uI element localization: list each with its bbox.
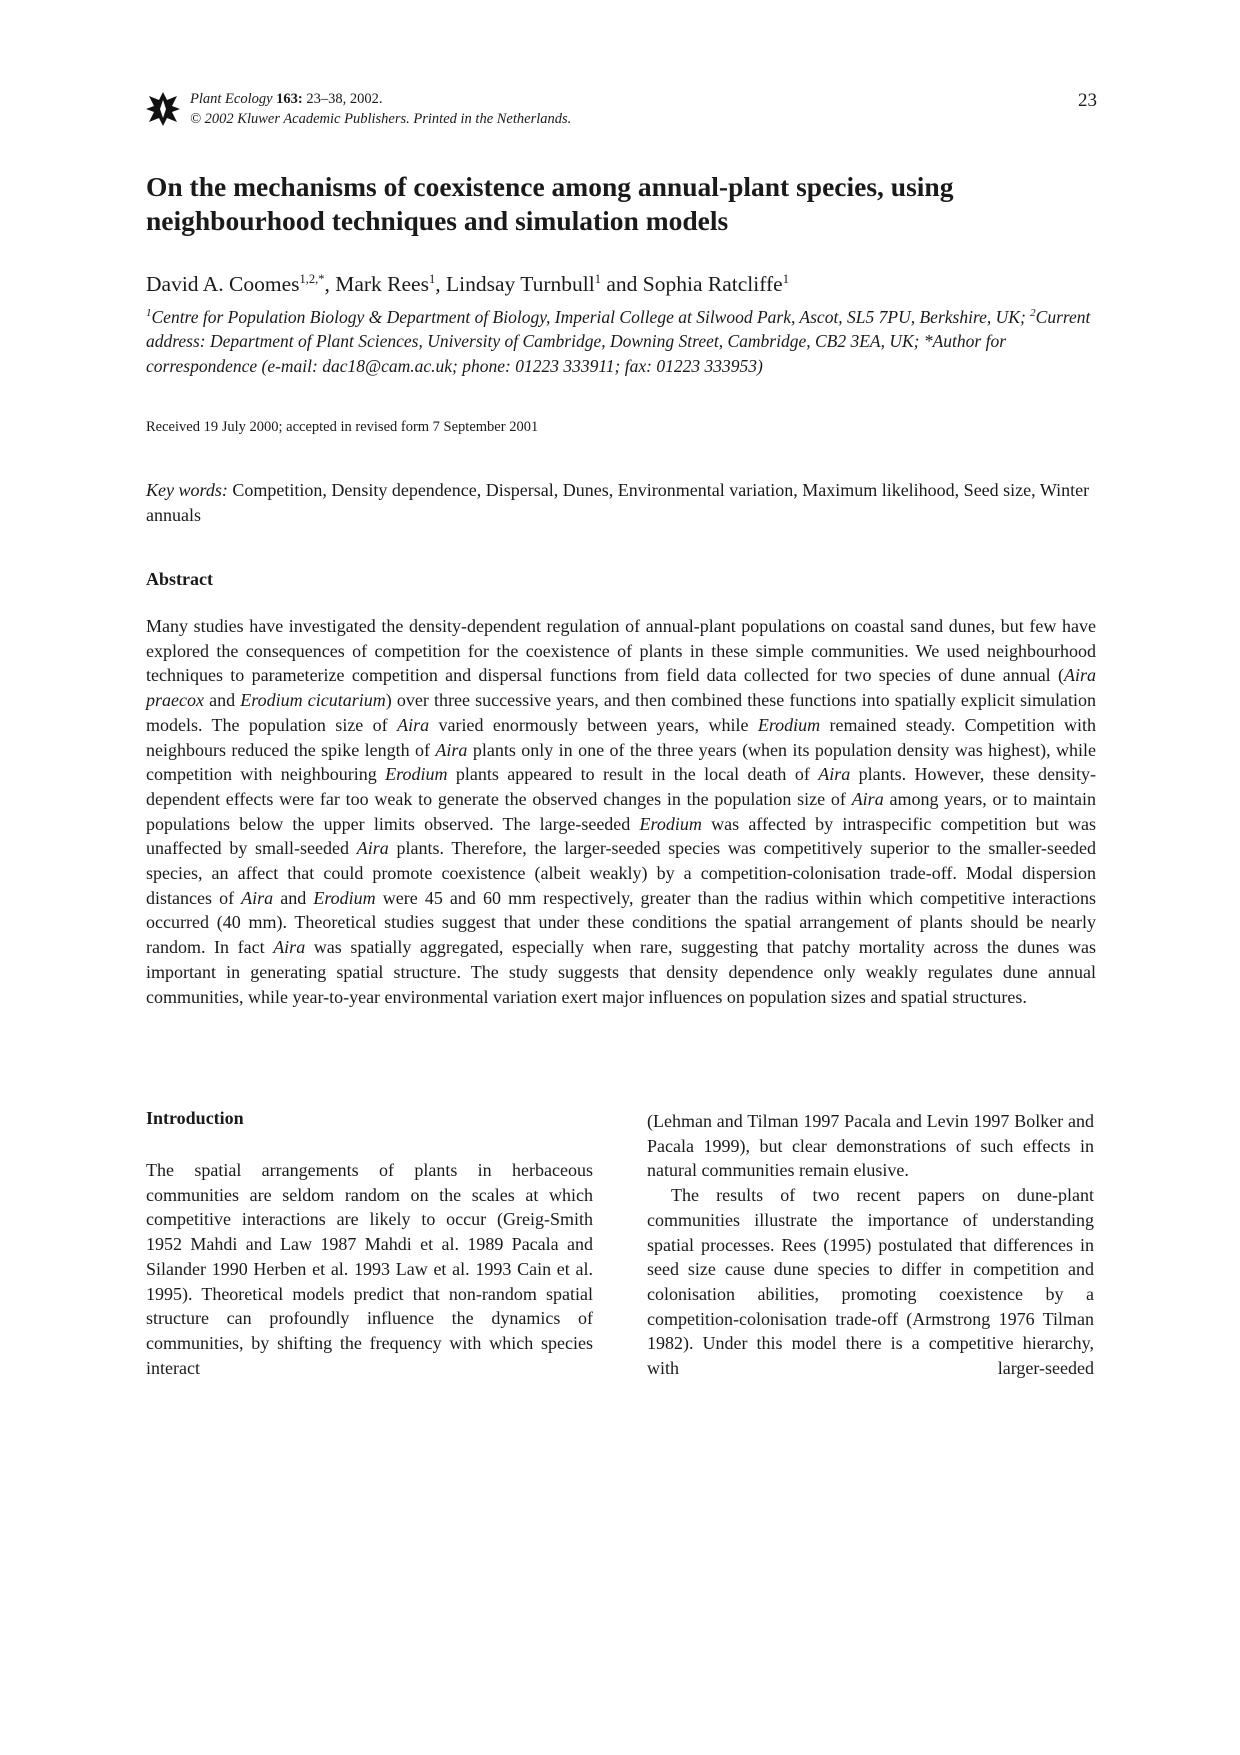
abstract-body: Many studies have investigated the density-dependent regulation of annual-plant populations on coastal sand dunes, but few have explored the consequences of competition for the coexistence of plants in these simple communities. We used neighbourhood techniques to parameterize competition and dispersal functions from field data collected for two species of dune annual (Aira praecox and Erodium cicutarium) over three successive years, and then combined these functions into spatially explicit simulation models. The population size of Aira varied enormously between years, while Erodium remained steady. Competition with neighbours reduced the spike length of Aira plants only in one of the three years (when its population density was highest), while competition with neighbouring Erodium plants appeared to result in the local death of Aira plants. However, these density-dependent effects were far too weak to generate the observed changes in the population size of Aira among years, or to maintain populations below the upper limits observed. The large-seeded Erodium was affected by intraspecific competition but was unaffected by small-seeded Aira plants. Therefore, the larger-seeded species was competitively superior to the smaller-seeded species, an affect that could promote coexistence (albeit weakly) by a competition-colonisation trade-off. Modal dispersion distances of Aira and Erodium were 45 and 60 mm respectively, greater than the radius within which competitive interactions occurred (40 mm). Theoretical studies suggest that under these conditions the spatial arrangement of plants should be nearly random. In fact Aira was spatially aggregated, especially when rare, suggesting that patchy mortality across the dunes was important in generating spatial structure. The study suggests that density dependence only weakly regulates dune annual communities, while year-to-year environmental variation exert major influences on population sizes and spatial structures. [146, 616, 1097, 1007]
paper-title: On the mechanisms of coexistence among annual-plant species, using neighbourhood techniques and simulation models [146, 171, 954, 236]
author-conjunction: and [606, 272, 638, 297]
journal-volume: 163: [276, 91, 303, 107]
journal-citation [190, 90, 383, 108]
affiliation-marker: 1 [146, 307, 152, 319]
affiliation-marker: 2 [1030, 307, 1036, 319]
affiliation-text: Centre for Population Biology & Department of Biology, Imperial College at Silwood Park, Ascot, SL5 7PU, Berkshire, UK; [151, 306, 1031, 327]
publisher-logo-icon [146, 90, 180, 128]
keywords-label: Key words: [146, 480, 228, 500]
copyright-line: © 2002 Kluwer Academic Publishers. Printed in the Netherlands. [190, 111, 572, 127]
author-name: Mark Rees [335, 272, 429, 297]
introduction-heading: Introduction [146, 1108, 244, 1128]
journal-name: Plant Ecology [190, 91, 273, 107]
page-number: 23 [1078, 90, 1097, 111]
abstract-heading: Abstract [146, 569, 213, 589]
author-affiliation-marker: 1 [782, 272, 789, 286]
introduction-right-column [647, 1109, 1094, 1381]
author-affiliation-marker: 1,2,* [299, 272, 325, 286]
journal-pages: 23–38, 2002. [306, 91, 383, 107]
received-dates: Received 19 July 2000; accepted in revised form 7 September 2001 [146, 419, 539, 435]
author-name: David A. Coomes [146, 272, 300, 297]
keywords-text: Competition, Density dependence, Dispersal, Dunes, Environmental variation, Maximum likelihood, Seed size, Winter annuals [146, 480, 1090, 525]
species-name: Erodium cicutarium [240, 690, 386, 711]
author-affiliation-marker: 1 [428, 272, 436, 286]
author-name: Lindsay Turnbull [445, 272, 595, 297]
keywords [146, 478, 1096, 528]
introduction-left-column [146, 1158, 593, 1380]
introduction-paragraph: (Lehman and Tilman 1997 Pacala and Levin 1997 Bolker and Pacala 1999), but clear demonstrations of such effects in natural communities remain elusive. [647, 1111, 1094, 1181]
author-list: David A. Coomes$^{1,2,*}$, Mark Rees$^1$, Lindsay Turnbull$^1$ and Sophia Ratcliffe$^1$ [146, 272, 789, 297]
introduction-paragraph: The results of two recent papers on dune-plant communities illustrate the importance of understanding spatial processes. Rees (1995) postulated that differences in seed size cause dune species to differ in competition and colonisation abilities, promoting coexistence by a competition-colonisation trade-off (Armstrong 1976 Tilman 1982). Under this model there is a competitive hierarchy, with larger-seeded [647, 1185, 1094, 1379]
introduction-paragraph: The spatial arrangements of plants in herbaceous communities are seldom random on the scales at which competitive interactions are likely to occur (Greig-Smith 1952 Mahdi and Law 1987 Mahdi et al. 1989 Pacala and Silander 1990 Herben et al. 1993 Law et al. 1993 Cain et al. 1995). Theoretical models predict that non-random spatial structure can profoundly influence the dynamics of communities, by shifting the frequency with which species interact [146, 1160, 593, 1378]
affiliation-text: Current address: Department of Plant Sciences, University of Cambridge, Downing Street, Cambridge, CB2 3EA, UK; *Author for correspondence (e-mail: dac18@cam.ac.uk; phone: 01223 333911; fax: 01223 333953) [146, 306, 1091, 376]
author-affiliation-marker: 1 [594, 272, 601, 286]
species-name: Aira praecox [146, 665, 1096, 711]
author-name: Sophia Ratcliffe [642, 272, 783, 297]
affiliations [146, 301, 1096, 378]
